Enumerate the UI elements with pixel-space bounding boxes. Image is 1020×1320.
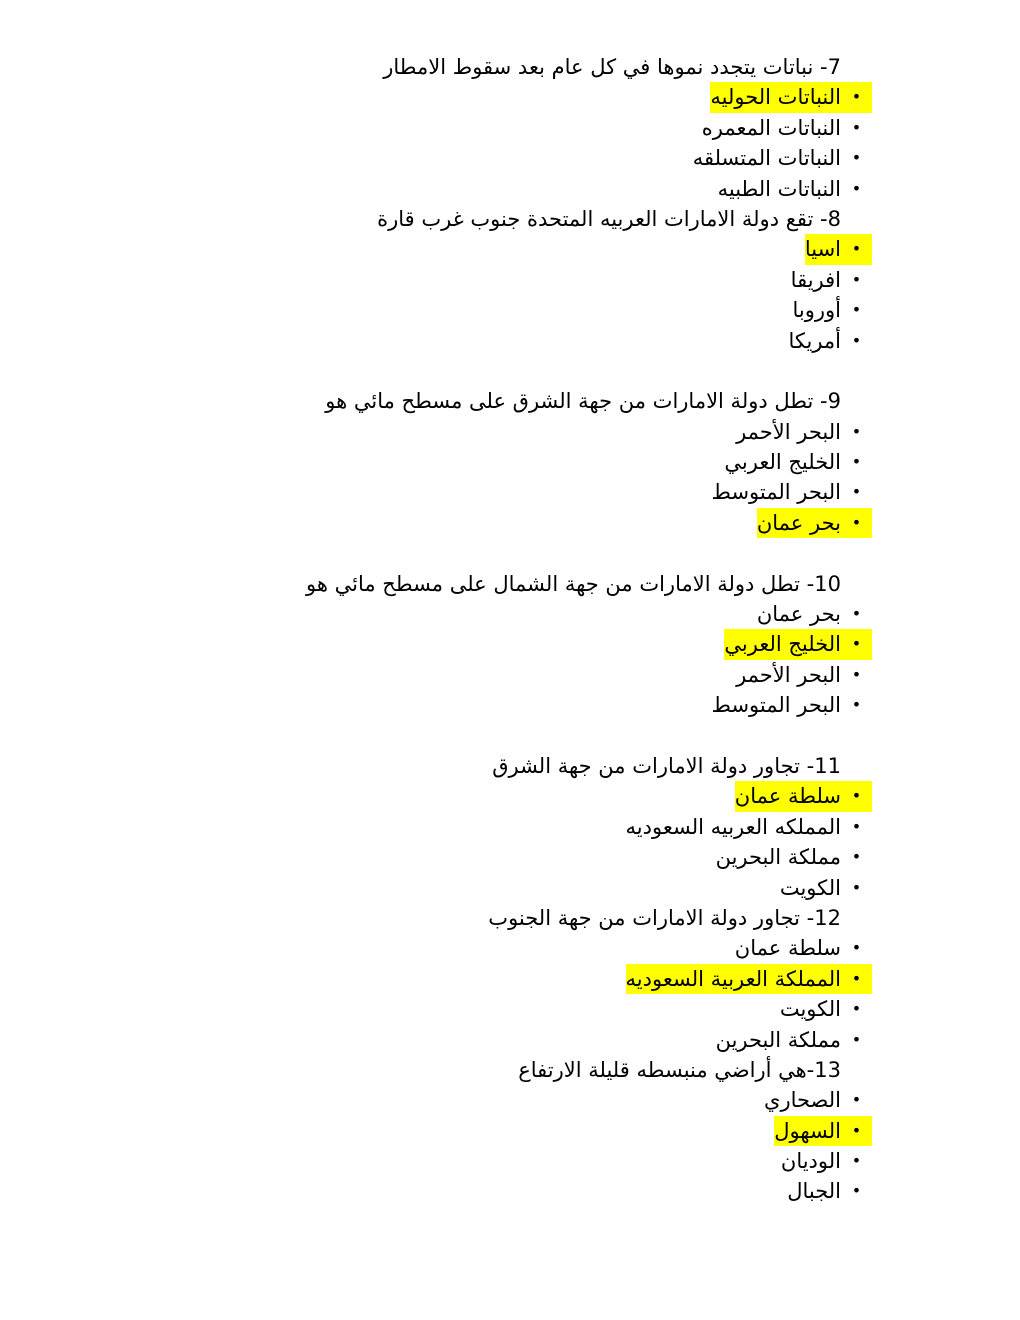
answer-option <box>0 143 872 173</box>
option-label: الكويت <box>779 875 841 900</box>
option-content <box>710 82 872 112</box>
option-content <box>787 1176 872 1206</box>
answer-option <box>0 326 872 356</box>
option-label: البحر الأحمر <box>736 662 841 687</box>
answer-option <box>0 812 872 842</box>
option-label: الخليج العربي <box>724 632 841 657</box>
bullet-icon: • <box>851 847 862 867</box>
bullet-icon: • <box>851 300 862 320</box>
bullet-icon: • <box>851 604 862 624</box>
option-label: مملكة البحرين <box>715 845 841 870</box>
option-content <box>735 933 872 963</box>
question-text: 10- تطل دولة الامارات من جهة الشمال على مسطح مائي هو <box>306 571 841 596</box>
bullet-icon: • <box>851 1151 862 1171</box>
option-content <box>693 143 872 173</box>
bullet-icon: • <box>851 664 862 684</box>
option-label: البحر المتوسط <box>711 480 841 505</box>
bullet-icon: • <box>851 877 862 897</box>
option-content <box>781 1146 872 1176</box>
bullet-icon: • <box>851 1181 862 1201</box>
bullet-icon: • <box>851 999 862 1019</box>
bullet-icon: • <box>851 117 862 137</box>
bullet-icon: • <box>851 1029 862 1049</box>
option-content <box>735 781 872 811</box>
option-label: سلطة عمان <box>734 784 841 809</box>
option-label: الوديان <box>780 1149 841 1174</box>
question-text: 8- تقع دولة الامارات العربيه المتحدة جنوب غرب قارة <box>377 206 841 231</box>
answer-option-highlighted <box>0 781 872 811</box>
bullet-icon: • <box>851 239 862 259</box>
answer-option <box>0 417 872 447</box>
answer-option-highlighted <box>0 508 872 538</box>
blank-line <box>0 356 872 386</box>
blank-line <box>0 721 872 751</box>
answer-option <box>0 660 872 690</box>
option-content <box>780 873 872 903</box>
option-content <box>716 1025 872 1055</box>
answer-option <box>0 873 872 903</box>
option-content <box>702 113 872 143</box>
answer-option <box>0 174 872 204</box>
answer-option <box>0 295 872 325</box>
bullet-icon: • <box>851 512 862 532</box>
blank-line <box>0 538 872 568</box>
option-label: النباتات المتسلقه <box>692 146 841 171</box>
option-label: بحر عمان <box>756 602 841 627</box>
option-content <box>626 964 872 994</box>
bullet-icon: • <box>851 816 862 836</box>
answer-option <box>0 113 872 143</box>
answer-option-highlighted <box>0 629 872 659</box>
bullet-icon: • <box>851 1090 862 1110</box>
bullet-icon: • <box>851 421 862 441</box>
answer-option-highlighted <box>0 964 872 994</box>
answer-option-highlighted <box>0 82 872 112</box>
option-label: سلطة عمان <box>734 936 841 961</box>
option-label: أمريكا <box>788 328 841 353</box>
bullet-icon: • <box>851 269 862 289</box>
option-label: مملكة البحرين <box>715 1027 841 1052</box>
option-label: الكويت <box>779 997 841 1022</box>
option-content <box>757 508 872 538</box>
option-content <box>774 1116 872 1146</box>
option-label: المملكة العربية السعوديه <box>625 966 841 991</box>
question-text: 9- تطل دولة الامارات من جهة الشرق على مسطح مائي هو <box>325 389 841 414</box>
option-content <box>716 842 872 872</box>
bullet-icon: • <box>851 786 862 806</box>
bullet-icon: • <box>851 330 862 350</box>
answer-option <box>0 690 872 720</box>
option-content <box>712 690 872 720</box>
option-label: النباتات المعمره <box>701 115 841 140</box>
answer-option <box>0 1085 872 1115</box>
bullet-icon: • <box>851 452 862 472</box>
option-content <box>780 994 872 1024</box>
option-label: أوروبا <box>792 298 841 323</box>
bullet-icon: • <box>851 178 862 198</box>
option-content <box>718 174 872 204</box>
answer-option <box>0 1146 872 1176</box>
option-content <box>626 812 872 842</box>
bullet-icon: • <box>851 87 862 107</box>
answer-option-highlighted <box>0 234 872 264</box>
option-label: الجبال <box>787 1179 841 1204</box>
answer-option <box>0 447 872 477</box>
question-text: 12- تجاور دولة الامارات من جهة الجنوب <box>488 905 841 930</box>
option-content <box>736 417 872 447</box>
option-label: المملكه العربيه السعوديه <box>625 814 841 839</box>
bullet-icon: • <box>851 148 862 168</box>
option-label: اسيا <box>804 237 841 262</box>
option-label: بحر عمان <box>756 510 841 535</box>
answer-option <box>0 477 872 507</box>
option-label: البحر الأحمر <box>736 419 841 444</box>
question-text: 11- تجاور دولة الامارات من جهة الشرق <box>492 753 841 778</box>
bullet-icon: • <box>851 1120 862 1140</box>
document-body <box>0 52 872 1207</box>
question-text: 13-هي أراضي منبسطه قليلة الارتفاع <box>518 1057 841 1082</box>
option-label: الخليج العربي <box>724 450 841 475</box>
answer-option <box>0 1025 872 1055</box>
option-content <box>757 599 872 629</box>
option-content <box>736 660 872 690</box>
option-label: السهول <box>774 1118 841 1143</box>
answer-option <box>0 1176 872 1206</box>
option-content <box>788 326 872 356</box>
answer-option <box>0 599 872 629</box>
answer-option <box>0 842 872 872</box>
option-label: الصحاري <box>764 1088 841 1113</box>
option-content <box>805 234 872 264</box>
option-label: البحر المتوسط <box>711 693 841 718</box>
bullet-icon: • <box>851 695 862 715</box>
answer-option-highlighted <box>0 1116 872 1146</box>
option-label: افريقا <box>790 267 841 292</box>
option-label: النباتات الحوليه <box>710 85 841 110</box>
option-content <box>792 295 872 325</box>
answer-option <box>0 265 872 295</box>
option-label: النباتات الطبيه <box>717 176 841 201</box>
option-content <box>791 265 872 295</box>
answer-option <box>0 933 872 963</box>
option-content <box>712 477 872 507</box>
option-content <box>724 447 872 477</box>
bullet-icon: • <box>851 968 862 988</box>
option-content <box>764 1085 872 1115</box>
question-text: 7- نباتات يتجدد نموها في كل عام بعد سقوط الامطار <box>383 55 841 79</box>
bullet-icon: • <box>851 938 862 958</box>
answer-option <box>0 994 872 1024</box>
bullet-icon: • <box>851 634 862 654</box>
bullet-icon: • <box>851 482 862 502</box>
option-content <box>724 629 872 659</box>
